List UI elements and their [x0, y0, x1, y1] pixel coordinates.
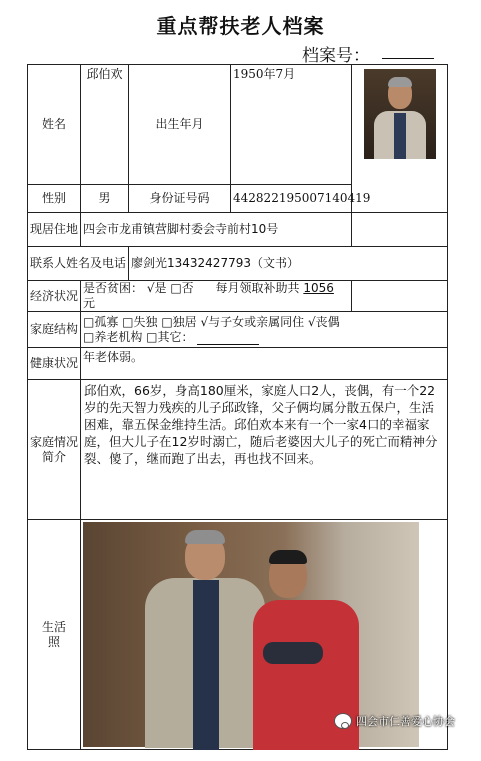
wechat-icon	[334, 713, 352, 729]
family-label: 家庭结构	[28, 312, 81, 348]
id-label: 身份证号码	[129, 185, 231, 213]
contact-label: 联系人姓名及电话	[28, 247, 129, 281]
family-option-live-alone: □独居	[161, 314, 197, 329]
subsidy-prefix: 每月领取补助共	[215, 281, 300, 295]
situation-label: 家庭情况简介	[28, 380, 81, 520]
family-other-blank	[197, 332, 259, 345]
photo-label: 生活照	[28, 520, 81, 750]
portrait-photo	[364, 69, 436, 159]
watermark-text: 四会市仁善爱心协会	[356, 715, 455, 728]
health-label: 健康状况	[28, 348, 81, 380]
gender-label: 性别	[28, 185, 81, 213]
birth-label: 出生年月	[129, 65, 231, 185]
name-value: 邱伯欢	[81, 65, 129, 185]
family-option-widowed: √丧偶	[308, 314, 340, 329]
situation-value: 邱伯欢，66岁，身高180厘米，家庭人口2人，丧偶，有一个22岁的先天智力残疾的儿子邱政锋，父子俩均属分散五保户，生活困难，靠五保金维持生活。邱伯欢本来有一个一家4口的幸福家庭，但大儿子在12岁时溺亡，随后老婆因大儿子的死亡而精神分裂、傻了，继而跑了出去，再也找不回来。	[81, 380, 448, 520]
subsidy-unit: 元	[83, 296, 96, 310]
family-option-care-home: □养老机构	[83, 329, 143, 344]
econ-poor-label: 是否贫困：	[83, 281, 144, 295]
econ-yes-option: √是	[146, 281, 167, 295]
econ-extra	[352, 281, 448, 312]
subsidy-amount: 1056	[303, 281, 334, 295]
watermark	[334, 711, 481, 731]
profile-table	[27, 64, 448, 750]
doc-number-label: 档案号：	[302, 46, 370, 66]
doc-number-blank	[382, 58, 434, 59]
gender-value: 男	[81, 185, 129, 213]
econ-value	[81, 281, 352, 312]
family-option-other: □其它：	[146, 329, 194, 344]
address-extra	[352, 213, 448, 247]
family-option-with-children: √与子女或亲属同住	[200, 314, 305, 329]
health-value: 年老体弱。	[81, 348, 448, 380]
family-options	[81, 312, 448, 348]
address-label: 现居住地	[28, 213, 81, 247]
econ-label: 经济状况	[28, 281, 81, 312]
document-title: 重点帮扶老人档案	[156, 14, 325, 38]
id-value: 442822195007140419	[231, 185, 352, 213]
family-option-lost-child: □失独	[122, 314, 158, 329]
name-label: 姓名	[28, 65, 81, 185]
econ-no-option: □否	[170, 281, 194, 295]
contact-value: 廖剑光13432427793（文书）	[129, 247, 448, 281]
address-value: 四会市龙甫镇营脚村委会寺前村10号	[81, 213, 352, 247]
family-option-alone: □孤寡	[83, 314, 119, 329]
birth-value: 1950年7月	[231, 65, 352, 185]
